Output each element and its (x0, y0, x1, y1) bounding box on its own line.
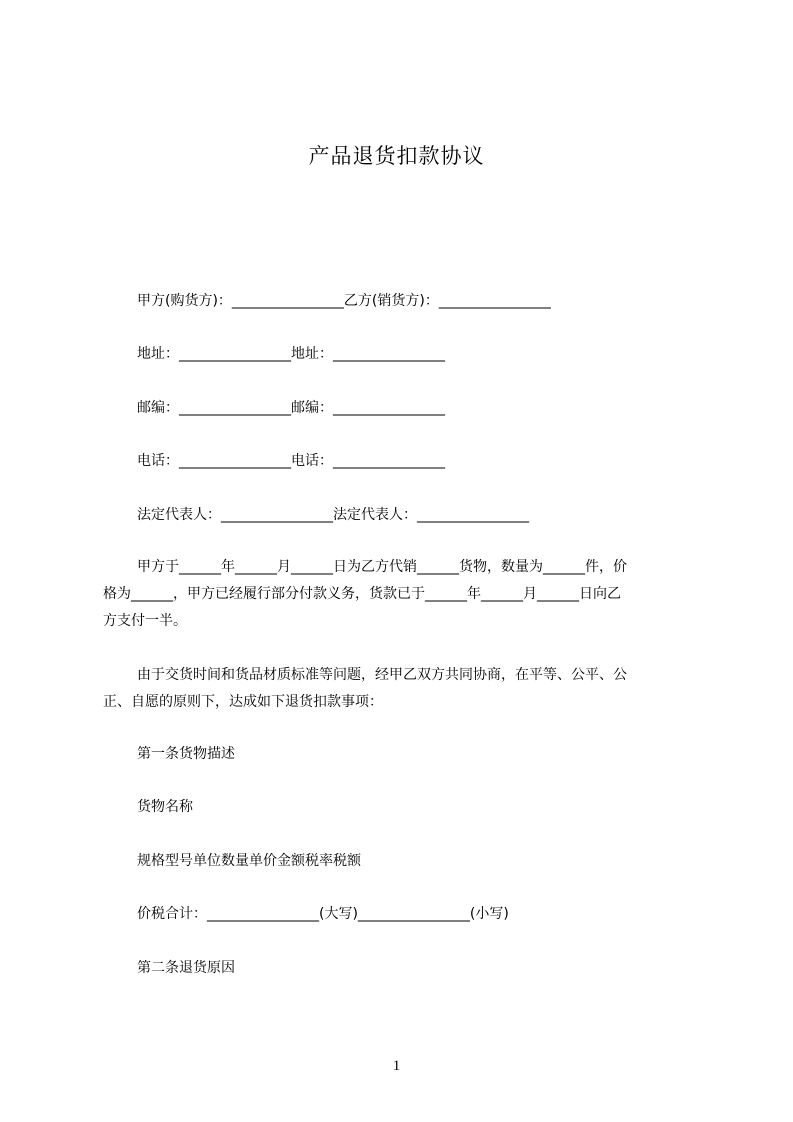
total-amount-line: 价税合计：________________(大写)________________(小写) (137, 906, 509, 922)
consignment-paragraph (103, 554, 703, 635)
party-address-line: 地址：________________地址：________________ (137, 346, 445, 362)
party-postcode-line: 邮编：________________邮编：________________ (137, 400, 445, 416)
consignment-line-3: 方支付一半。 (103, 613, 187, 629)
article-1-heading: 第一条货物描述 (137, 746, 235, 762)
negotiation-paragraph (103, 662, 703, 716)
negotiation-line-2: 正、自愿的原则下，达成如下退货扣款事项： (103, 694, 383, 710)
party-phone-line: 电话：________________电话：________________ (137, 453, 445, 469)
party-legal-rep-line: 法定代表人：________________法定代表人：________________ (137, 507, 529, 523)
party-names-line: 甲方(购货方)：________________乙方(销货方)：________________ (137, 293, 551, 309)
document-title: 产品退货扣款协议 (308, 144, 485, 168)
consignment-line-2: 格为______，甲方已经履行部分付款义务，货款已于______年______月______日向乙 (103, 586, 621, 602)
goods-columns-line: 规格型号单位数量单价金额税率税额 (137, 853, 361, 869)
goods-name-label: 货物名称 (137, 799, 193, 815)
negotiation-line-1: 由于交货时间和货品材质标准等问题，经甲乙双方共同协商，在平等、公平、公 (137, 667, 627, 683)
article-2-heading: 第二条退货原因 (137, 960, 235, 976)
page-number: 1 (392, 1058, 401, 1074)
consignment-line-1: 甲方于______年______月______日为乙方代销______货物，数量为______件，价 (137, 559, 627, 575)
